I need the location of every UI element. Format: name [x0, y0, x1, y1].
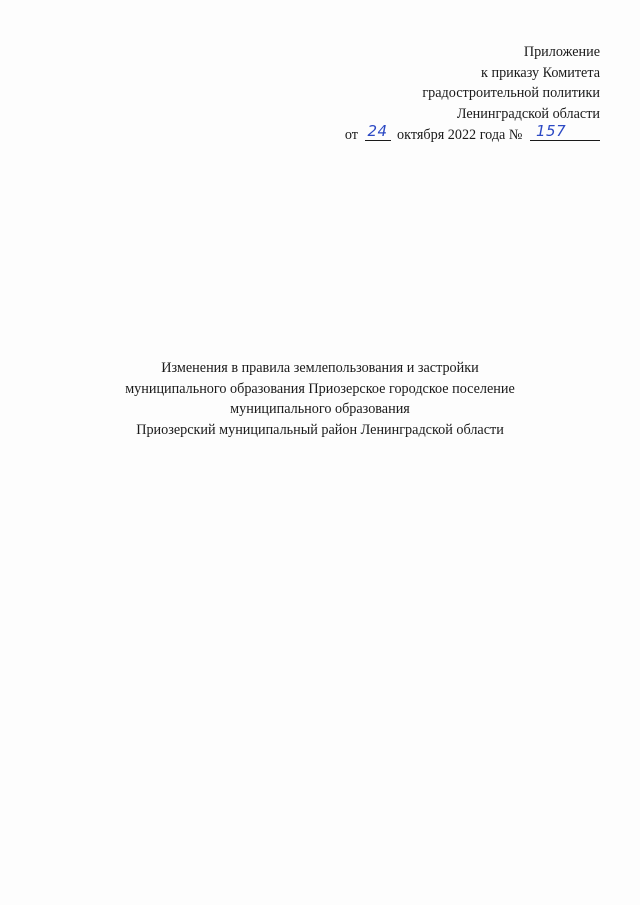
title-line-1: Изменения в правила землепользования и застройки	[161, 360, 479, 376]
order-day-handwritten: 24	[367, 122, 388, 140]
appendix-label: Приложение	[523, 44, 600, 60]
title-line-4: Приозерский муниципальный район Ленинградской области	[136, 421, 504, 438]
order-date-line	[300, 124, 600, 146]
appendix-region: Ленинградской области	[456, 105, 600, 122]
document-title	[0, 358, 640, 440]
order-month-year-number-label: октября 2022 года №	[397, 127, 523, 143]
title-line-2: муниципального образования Приозерское городское поселение	[125, 380, 515, 397]
order-number-field	[530, 124, 600, 141]
order-number-handwritten: 157	[536, 122, 567, 140]
appendix-committee: градостроительной политики	[422, 85, 600, 101]
appendix-header	[300, 42, 600, 146]
order-prefix: от	[344, 127, 358, 143]
order-day-field	[365, 124, 391, 141]
title-line-3: муниципального образования	[230, 401, 410, 417]
appendix-order-ref: к приказу Комитета	[481, 64, 600, 81]
